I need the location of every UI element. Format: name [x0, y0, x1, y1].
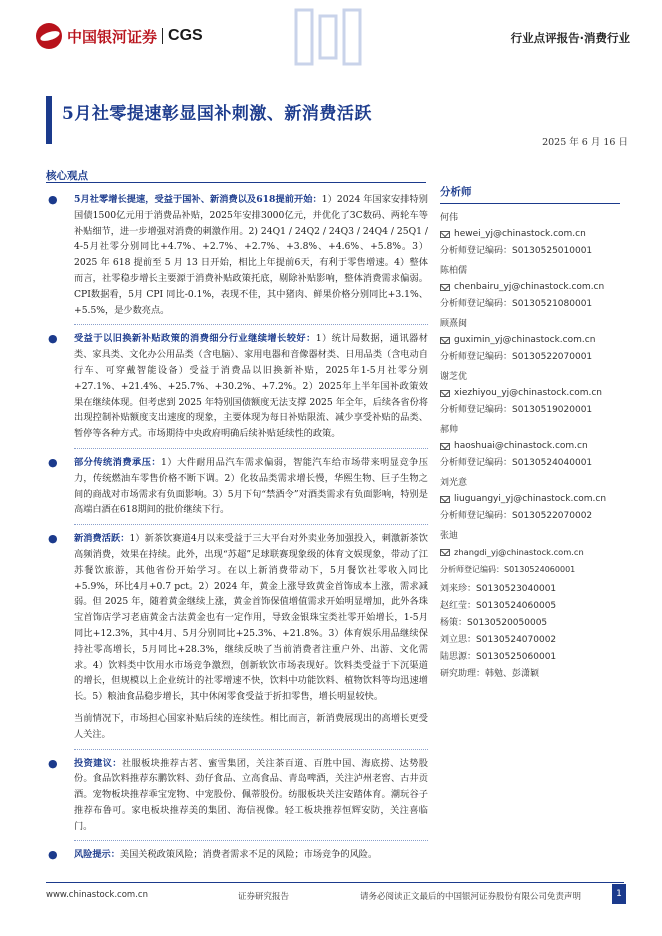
analyst-email[interactable]: [440, 226, 620, 243]
analyst-email[interactable]: [440, 438, 620, 455]
mail-icon: [440, 443, 450, 450]
analyst-entry: [440, 528, 620, 578]
footer-divider: [46, 882, 624, 883]
bullet-icon: ●: [48, 532, 58, 546]
bullet-icon: ●: [48, 332, 58, 346]
analyst-registration: 分析师登记编码：S0130519020001: [440, 405, 593, 415]
section-divider: [46, 182, 426, 183]
analyst-entry: [440, 210, 620, 260]
section-heading-core-views: 核心观点: [46, 170, 88, 182]
logo-divider: [162, 28, 163, 44]
paragraph-subsidy-categories: [46, 331, 428, 442]
page-number: 1: [612, 884, 626, 904]
analyst-entry: [440, 316, 620, 366]
contributor-line: 陆思源：S0130525060001: [440, 652, 557, 662]
mail-icon: [440, 337, 450, 344]
analyst-registration: 分析师登记编码：S0130525010001: [440, 246, 593, 256]
paragraph-text: 1）新茶饮赛道4月以来受益于三大平台对外卖业务加强投入，刺激新茶饮高频消费，效果在持续。此外，出现“苏超”足球联赛现象级的体育文娱现象，带动了江苏餐饮旅游，其他省份开始学习。在以上新消费带动下，5月餐饮社零收入同比+5.9%，环比4月+0.7 pct。2）2024 年，黄金上涨导致黄金首饰成本上涨，需求减弱。但 2025 年，随着黄金继续上涨，黄金首饰保值增值需求开始明显增加，此外各珠宝首饰店学习老庙黄金古法黄金也有一定作用，导致金银珠宝类社零开始增长，1-5月同比+12.3%，其中4月、5月分别同比+25.3%、+21.8%。3）体育娱乐用品继续保持社零高增长，5月同比+28.3%，继续反映了当前消费者注重户外、出游、文化需求。4）饮料类中饮用水市场竞争激烈，创新软饮市场表现好。饮料类受益于下沉渠道的增长，但规模以上企业统计的社零增速不快，饮料中功能饮料、植物饮料等均迅速增长。5）粮油食品稳步增长，其中休闲零食受益于折扣零售，增长明显较快。: [74, 533, 428, 703]
paragraph-text: 美国关税政策风险；消费者需求不足的风险；市场竞争的风险。: [119, 849, 378, 861]
analyst-email-text[interactable]: zhangdi_yj@chinastock.com.cn: [454, 547, 584, 557]
paragraph-lead: 部分传统消费承压：: [74, 456, 162, 468]
analyst-registration: 分析师登记编码：S0130522070002: [440, 511, 593, 521]
paragraph-traditional-pressure: [46, 455, 428, 518]
bullet-icon: ●: [48, 455, 58, 469]
analyst-email-text[interactable]: xiezhiyou_yj@chinastock.com.cn: [454, 388, 603, 398]
analyst-name: 郝帅: [440, 425, 459, 435]
paragraph-investment-advice: [46, 756, 428, 835]
paragraph-lead: 受益于以旧换新补贴政策的消费细分行业继续增长较好：: [74, 333, 316, 345]
paragraph-text: 1）统计局数据，通讯器材类、家具类、文化办公用品类（含电脑）、家用电器和音像器材类、日用品类（含电动自行车、可穿戴智能设备）受益于消费品以旧换新补贴，2025年1-5月社零分别+27.1%、+21.4%、+25.7%、+30.2%、+7.2%。2）2025年上半年国补政策效果在继续体现。但考虑到 2025 年特别国债额度无法支撑 2025 年全年，后续各省份将出现控制补贴额度支出速度的现象，主要体现为每日补贴限流、减少享受补贴的品类、暂停等各种方式。市场期待中央政府明确后续补贴延续性的政策。: [74, 333, 428, 440]
paragraph-closing: 当前情况下，市场担心国家补贴后续的连续性。相比而言，新消费展现出的高增长更受人关注。: [74, 712, 428, 740]
analyst-email-text[interactable]: hewei_yj@chinastock.com.cn: [454, 229, 586, 239]
analyst-email[interactable]: [440, 385, 620, 402]
analyst-email[interactable]: [440, 491, 620, 508]
paragraph-divider: [74, 448, 428, 449]
paragraph-text: 1）2024 年国家安排特别国债1500亿元用于消费品补贴，2025年安排3000亿元，并优化了3C数码、两轮车等补贴细节，进一步增强对消费的刺激作用。2) 24Q1 / 24Q2 / 24Q3 / 24Q4 / 25Q1 / 4-5月社零分别同比+4.7%、+2.7%、+2.7%、+3.8%、+4.6%、+5.8%。3）2025 年 618 提前至 5 月 13 日开始，相比上年提前6天，有利于零售增速。4）整体而言，社零稳步增长主要源于消费补贴政策托底，剔除补贴影响，整体消费需求偏弱。CPI数据看，5月 CPI 同比-0.1%，表现不佳，其中猪肉、鲜果价格分别同比+3.1%、+5.5%，是少数亮点。: [74, 194, 429, 316]
paragraph-text: 1）大件耐用品汽车需求偏弱，智能汽车给市场带来明显竞争压力，传统燃油车零售价格不断下调。2）化妆品类需求增长慢，华熙生物、巨子生物之间的商战对市场需求有负面影响。3）5月下旬“禁酒令”对酒类需求有负面影响，特别是高端白酒在618期间的批价继续下行。: [74, 456, 428, 516]
analyst-email[interactable]: [440, 279, 620, 296]
report-title: 5月社零提速彰显国补刺激、新消费活跃: [62, 104, 372, 124]
paragraph-lead: 投资建议：: [74, 757, 122, 769]
analyst-name: 谢芝优: [440, 372, 468, 382]
analyst-email[interactable]: [440, 332, 620, 349]
contributor-line: 刘来珍：S0130523040001: [440, 584, 557, 594]
paragraph-risk-warning: [46, 847, 428, 863]
analyst-name: 刘光意: [440, 478, 468, 488]
paragraph-retail-growth: [46, 192, 428, 318]
analyst-name: 何伟: [440, 213, 459, 223]
contributor-line: 刘立思：S0130524070002: [440, 635, 557, 645]
logo-text-en: CGS: [168, 27, 203, 44]
analyst-email-text[interactable]: chenbairu_yj@chinastock.com.cn: [454, 282, 605, 292]
sidebar-title: 分析师: [440, 184, 620, 204]
analyst-registration: 分析师登记编码：S0130524040001: [440, 458, 593, 468]
header-watermark-icon: [290, 6, 366, 68]
contributor-line: 杨策：S0130520050005: [440, 618, 548, 628]
analyst-email-text[interactable]: haoshuai@chinastock.com.cn: [454, 441, 588, 451]
footer-disclaimer: 请务必阅读正文最后的中国银河证券股份有限公司免责声明: [360, 892, 582, 902]
footer-doc-type: 证券研究报告: [238, 892, 290, 902]
paragraph-new-consumption: [46, 531, 428, 705]
analyst-entry: [440, 422, 620, 472]
company-logo: [36, 22, 203, 50]
title-accent-bar: [46, 96, 52, 144]
paragraph-lead: 风险提示：: [74, 849, 120, 861]
paragraph-lead: 5月社零增长提速，受益于国补、新消费以及618提前开始：: [74, 194, 322, 205]
paragraph-divider: [74, 324, 428, 325]
analyst-name: 顾熹闽: [440, 319, 468, 329]
analyst-sidebar: [440, 184, 620, 683]
paragraph-divider: [74, 840, 428, 841]
paragraph-divider: [74, 524, 428, 525]
analyst-email-text[interactable]: liuguangyi_yj@chinastock.com.cn: [454, 494, 607, 504]
analyst-name: 张迪: [440, 531, 459, 541]
paragraph-text: 社服板块推荐古茗、蜜雪集团，关注茶百道、百胜中国、海底捞、达势股份。食品饮料推荐东鹏饮料、劲仔食品、立高食品、青岛啤酒，关注泸州老窖、古井贡酒。宠物板块推荐乖宝宠物、中宠股份、佩蒂股份。纺服板块关注安踏体育。潮玩谷子推荐布鲁可。家电板块推荐美的集团、海信视像。轻工板块推荐恒辉安防，关注喜临门。: [74, 757, 428, 832]
paragraph-divider: [74, 749, 428, 750]
mail-icon: [440, 549, 450, 556]
mail-icon: [440, 496, 450, 503]
analyst-registration: 分析师登记编码：S0130524060001: [440, 565, 576, 574]
footer-website-link[interactable]: www.chinastock.com.cn: [46, 890, 148, 900]
mail-icon: [440, 284, 450, 291]
paragraph-lead: 新消费活跃：: [74, 533, 130, 545]
bullet-icon: ●: [48, 756, 58, 770]
report-date: 2025 年 6 月 16 日: [542, 137, 628, 148]
analyst-email[interactable]: [440, 544, 620, 561]
report-category-tag: 行业点评报告·消费行业: [510, 31, 630, 45]
bullet-icon: ●: [48, 193, 58, 206]
main-content: [46, 192, 428, 869]
logo-text-cn: 中国银河证券: [67, 27, 158, 46]
contributor-line: 赵红莹：S0130524060005: [440, 601, 557, 611]
bullet-icon: ●: [48, 848, 58, 862]
analyst-entry: [440, 369, 620, 419]
analyst-email-text[interactable]: guximin_yj@chinastock.com.cn: [454, 335, 596, 345]
analyst-name: 陈柏儒: [440, 266, 468, 276]
analyst-entry: [440, 475, 620, 525]
analyst-registration: 分析师登记编码：S0130522070001: [440, 352, 593, 362]
mail-icon: [440, 231, 450, 238]
analyst-registration: 分析师登记编码：S0130521080001: [440, 299, 593, 309]
mail-icon: [440, 390, 450, 397]
logo-emblem-icon: [36, 23, 62, 49]
analyst-entry: [440, 263, 620, 313]
research-assistants: 研究助理：韩勉、彭潇颖: [440, 669, 540, 679]
